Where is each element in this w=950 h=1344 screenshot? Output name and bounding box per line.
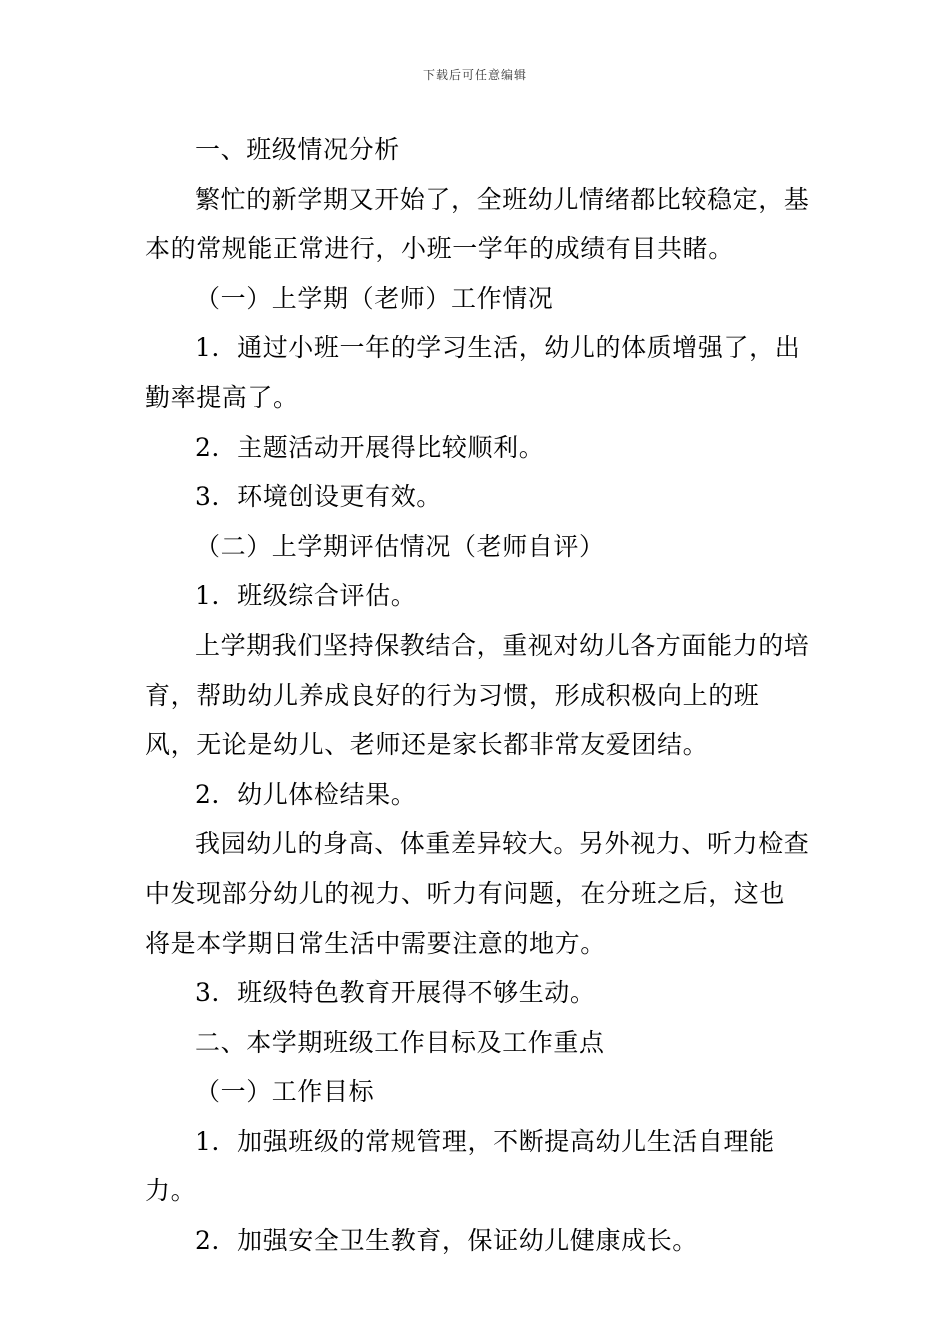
list-item: 2．加强安全卫生教育，保证幼儿健康成长。	[195, 1226, 698, 1256]
list-item: 2．幼儿体检结果。	[195, 779, 417, 809]
list-item: 1．通过小班一年的学习生活，幼儿的体质增强了，出勤率提高了。	[145, 333, 801, 412]
list-item: 1．加强班级的常规管理，不断提高幼儿生活自理能力。	[145, 1126, 775, 1206]
list-item: 1．班级综合评估。	[195, 581, 417, 611]
subsection-heading: （一）工作目标	[195, 1077, 375, 1107]
paragraph: 繁忙的新学期又开始了，全班幼儿情绪都比较稳定，基本的常规能正常进行，小班一学年的成绩有目共睹。	[145, 184, 810, 264]
paragraph: 我园幼儿的身高、体重差异较大。另外视力、听力检查中发现部分幼儿的视力、听力有问题，在分班之后，这也将是本学期日常生活中需要注意的地方。	[145, 829, 810, 958]
section-heading: 一、班级情况分析	[195, 135, 400, 164]
section-heading: 二、本学期班级工作目标及工作重点	[195, 1027, 605, 1057]
list-item: 2．主题活动开展得比较顺利。	[195, 432, 545, 462]
paragraph: 上学期我们坚持保教结合，重视对幼儿各方面能力的培育，帮助幼儿养成良好的行为习惯，形成积极向上的班风，无论是幼儿、老师还是家长都非常友爱团结。	[145, 630, 810, 760]
header-note: 下载后可任意编辑	[422, 68, 527, 82]
document-body	[145, 125, 810, 1266]
list-item: 3．班级特色教育开展得不够生动。	[195, 978, 596, 1008]
subsection-heading: （二）上学期评估情况（老师自评）	[195, 531, 605, 561]
subsection-heading: （一）上学期（老师）工作情况	[195, 283, 554, 313]
list-item: 3．环境创设更有效。	[195, 482, 442, 512]
